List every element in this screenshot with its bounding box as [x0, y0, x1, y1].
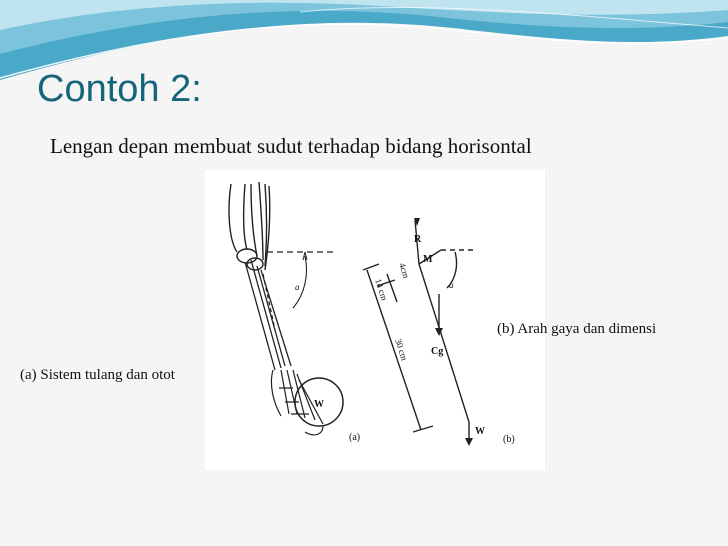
weight-label-b: W [475, 426, 485, 437]
force-diagram [363, 218, 475, 446]
slide-title: Contoh 2: [37, 68, 202, 110]
reaction-force-label: R [414, 234, 422, 245]
angle-label-a: a [295, 282, 300, 292]
caption-a: (a) Sistem tulang dan otot [20, 367, 175, 383]
arm-diagram [205, 170, 545, 470]
caption-b: (b) Arah gaya dan dimensi [497, 321, 657, 337]
dimension-14cm: 14 cm [373, 277, 390, 302]
forearm-drawing [245, 260, 291, 370]
upper-arm-drawing [229, 182, 270, 270]
panel-a-label: (a) [349, 432, 361, 443]
angle-label-b: a [449, 280, 454, 290]
dimension-30cm: 30 cm [393, 337, 410, 362]
panel-b-label: (b) [503, 434, 515, 445]
weight-label-a: W [314, 399, 324, 410]
slide-subtitle: Lengan depan membuat sudut terhadap bidang horisontal [50, 134, 532, 158]
center-of-gravity-label: Cg [431, 346, 444, 357]
dimension-4cm: 4cm [397, 261, 412, 280]
arm-diagram-figure [205, 170, 545, 470]
muscle-force-label: M [423, 254, 433, 265]
